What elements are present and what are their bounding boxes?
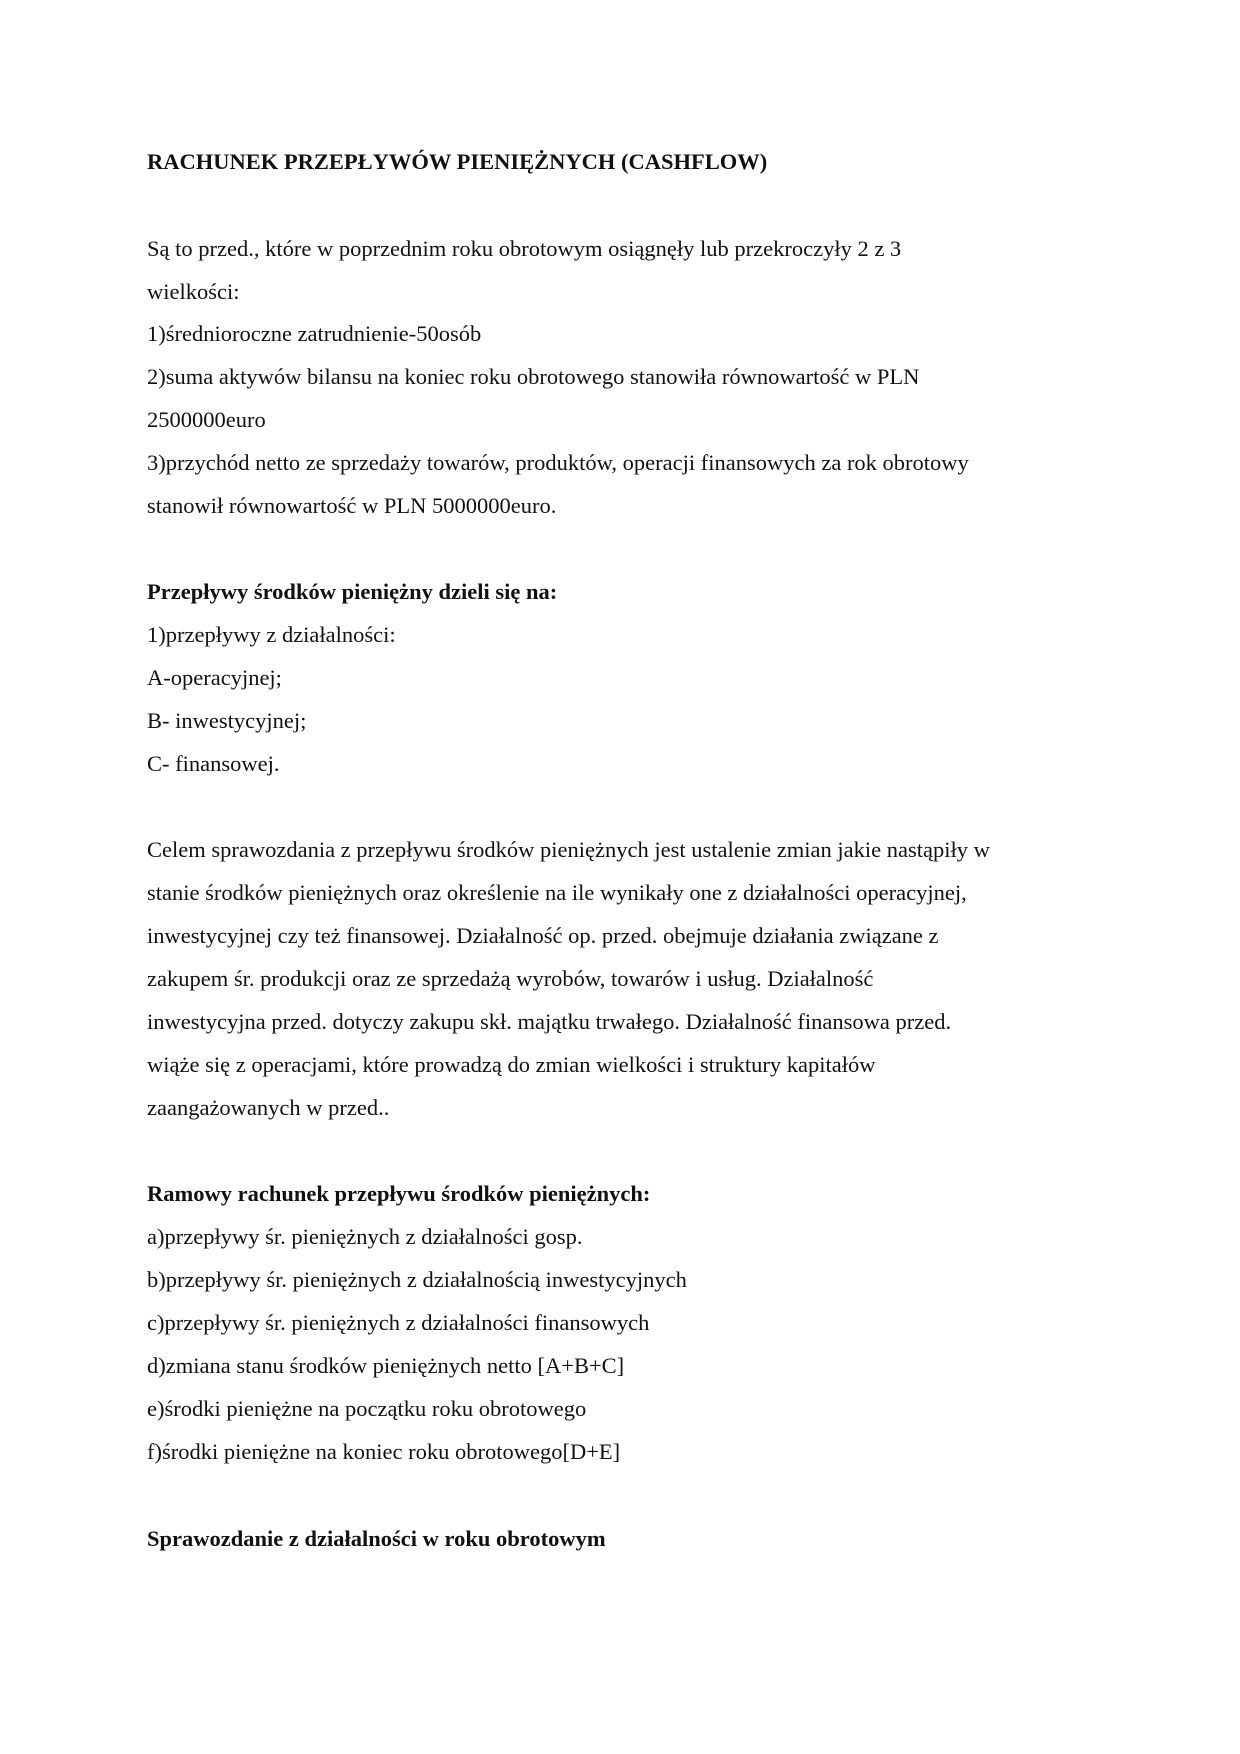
- list-item: C- finansowej.: [147, 751, 280, 776]
- paragraph-line: inwestycyjna przed. dotyczy zakupu skł. majątku trwałego. Działalność finansowa przed.: [147, 1009, 952, 1034]
- intro-line: 3)przychód netto ze sprzedaży towarów, produktów, operacji finansowych za rok obrotowy: [147, 450, 969, 475]
- paragraph-line: inwestycyjnej czy też finansowej. Działalność op. przed. obejmuje działania związane z: [147, 923, 939, 948]
- paragraph-line: stanie środków pieniężnych oraz określenie na ile wynikały one z działalności operacyjnej,: [147, 880, 967, 905]
- paragraph-line: wiąże się z operacjami, które prowadzą do zmian wielkości i struktury kapitałów: [147, 1052, 876, 1077]
- intro-line: 2)suma aktywów bilansu na koniec roku obrotowego stanowiła równowartość w PLN: [147, 364, 920, 389]
- document-title: RACHUNEK PRZEPŁYWÓW PIENIĘŻNYCH (CASHFLOW): [147, 149, 768, 174]
- list-item: b)przepływy śr. pieniężnych z działalnością inwestycyjnych: [147, 1267, 687, 1292]
- list-item: d)zmiana stanu środków pieniężnych netto [A+B+C]: [147, 1353, 625, 1378]
- section-heading: Ramowy rachunek przepływu środków pieniężnych:: [147, 1181, 651, 1206]
- list-item: a)przepływy śr. pieniężnych z działalności gosp.: [147, 1224, 583, 1249]
- intro-line: 2500000euro: [147, 407, 266, 432]
- list-item: B- inwestycyjnej;: [147, 708, 307, 733]
- section-heading: Przepływy środków pieniężny dzieli się na:: [147, 579, 558, 604]
- intro-line: stanowił równowartość w PLN 5000000euro.: [147, 493, 557, 518]
- paragraph-line: zaangażowanych w przed..: [147, 1095, 390, 1120]
- section-heading-report: Sprawozdanie z działalności w roku obrotowym: [147, 1526, 606, 1551]
- list-item: A-operacyjnej;: [147, 665, 282, 690]
- paragraph-line: Celem sprawozdania z przepływu środków pieniężnych jest ustalenie zmian jakie nastąpiły w: [147, 837, 990, 862]
- intro-line: wielkości:: [147, 279, 240, 304]
- list-item: f)środki pieniężne na koniec roku obrotowego[D+E]: [147, 1439, 621, 1464]
- intro-line: Są to przed., które w poprzednim roku obrotowym osiągnęły lub przekroczyły 2 z 3: [147, 236, 902, 261]
- intro-line: 1)średnioroczne zatrudnienie-50osób: [147, 321, 482, 346]
- paragraph-line: zakupem śr. produkcji oraz ze sprzedażą wyrobów, towarów i usług. Działalność: [147, 966, 874, 991]
- list-item: 1)przepływy z działalności:: [147, 622, 396, 647]
- list-item: c)przepływy śr. pieniężnych z działalności finansowych: [147, 1310, 650, 1335]
- list-item: e)środki pieniężne na początku roku obrotowego: [147, 1396, 587, 1421]
